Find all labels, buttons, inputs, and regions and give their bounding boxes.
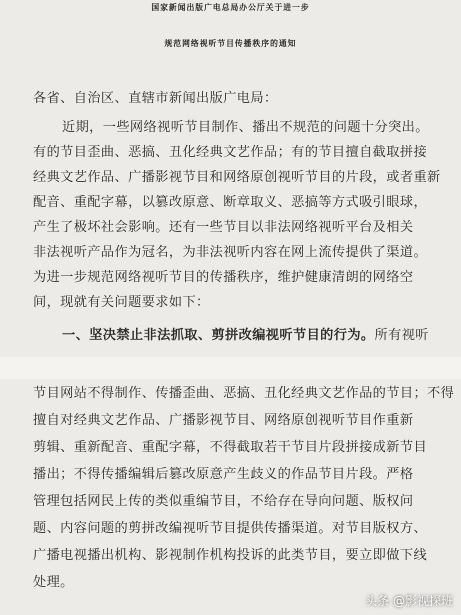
paragraph-2-line: 节目网站不得制作、传播歪曲、恶搞、丑化经典文艺作品的节目；不得 bbox=[33, 386, 455, 401]
section-1-heading-tail: 所有视听 bbox=[374, 328, 429, 343]
paragraph-2-line: 广播电视播出机构、影视制作机构投诉的此类节目，要立即做下线 bbox=[33, 548, 428, 563]
paragraph-2-line: 题、内容问题的剪拼改编视听节目提供传播渠道。对节目版权方、 bbox=[33, 521, 428, 536]
paragraph-2-line: 擅自对经典文艺作品、广播影视节目、网络原创视听节目作重新 bbox=[33, 413, 414, 428]
paragraph-1-line: 为进一步规范网络视听节目的传播秩序，维护健康清朗的网络空 bbox=[33, 270, 414, 285]
document-title-line-1: 国家新闻出版广电总局办公厅关于进一步 bbox=[151, 3, 310, 12]
paragraph-1-line: 间，现就有关问题要求如下： bbox=[33, 295, 210, 310]
paragraph-2-line: 管理包括网民上传的类似重编节目，不给存在导向问题、版权问 bbox=[33, 494, 414, 509]
document-title-line-2: 规范网络视听节目传播秩序的通知 bbox=[164, 39, 297, 48]
section-1-heading-row bbox=[62, 327, 429, 345]
paragraph-1-line: 产生了极坏社会影响。还有一些节目以非法网络视听平台及相关 bbox=[33, 220, 414, 235]
paragraph-1-line: 配音、重配字幕，以篡改原意、断章取义、恶搞等方式吸引眼球， bbox=[33, 195, 428, 210]
paragraph-2-line: 剪辑、重新配音、重配字幕，不得截取若干节目片段拼接成新节目 bbox=[33, 440, 428, 455]
paragraph-1-line: 有的节目歪曲、恶搞、丑化经典文艺作品；有的节目擅自截取拼接 bbox=[33, 145, 428, 160]
paragraph-1-line: 经典文艺作品、广播影视节目和网络原创视听节目的片段，或者重新 bbox=[33, 170, 441, 185]
paragraph-2-line: 处理。 bbox=[33, 575, 74, 590]
addressee: 各省、自治区、直辖市新闻出版广电局： bbox=[33, 91, 278, 106]
paragraph-2-line: 播出；不得传播编辑后篡改原意产生歧义的作品节目片段。严格 bbox=[33, 467, 414, 482]
section-1-heading: 一、坚决禁止非法抓取、剪拼改编视听节目的行为。 bbox=[62, 328, 375, 343]
watermark: 头条 @影视探班 bbox=[365, 594, 453, 608]
paragraph-1-line: 非法视听产品作为冠名，为非法视听内容在网上流传提供了渠道。 bbox=[33, 245, 428, 260]
paragraph-1-line: 近期，一些网络视听节目制作、播出不规范的问题十分突出。 bbox=[62, 120, 429, 135]
page-break-strip bbox=[0, 357, 461, 379]
